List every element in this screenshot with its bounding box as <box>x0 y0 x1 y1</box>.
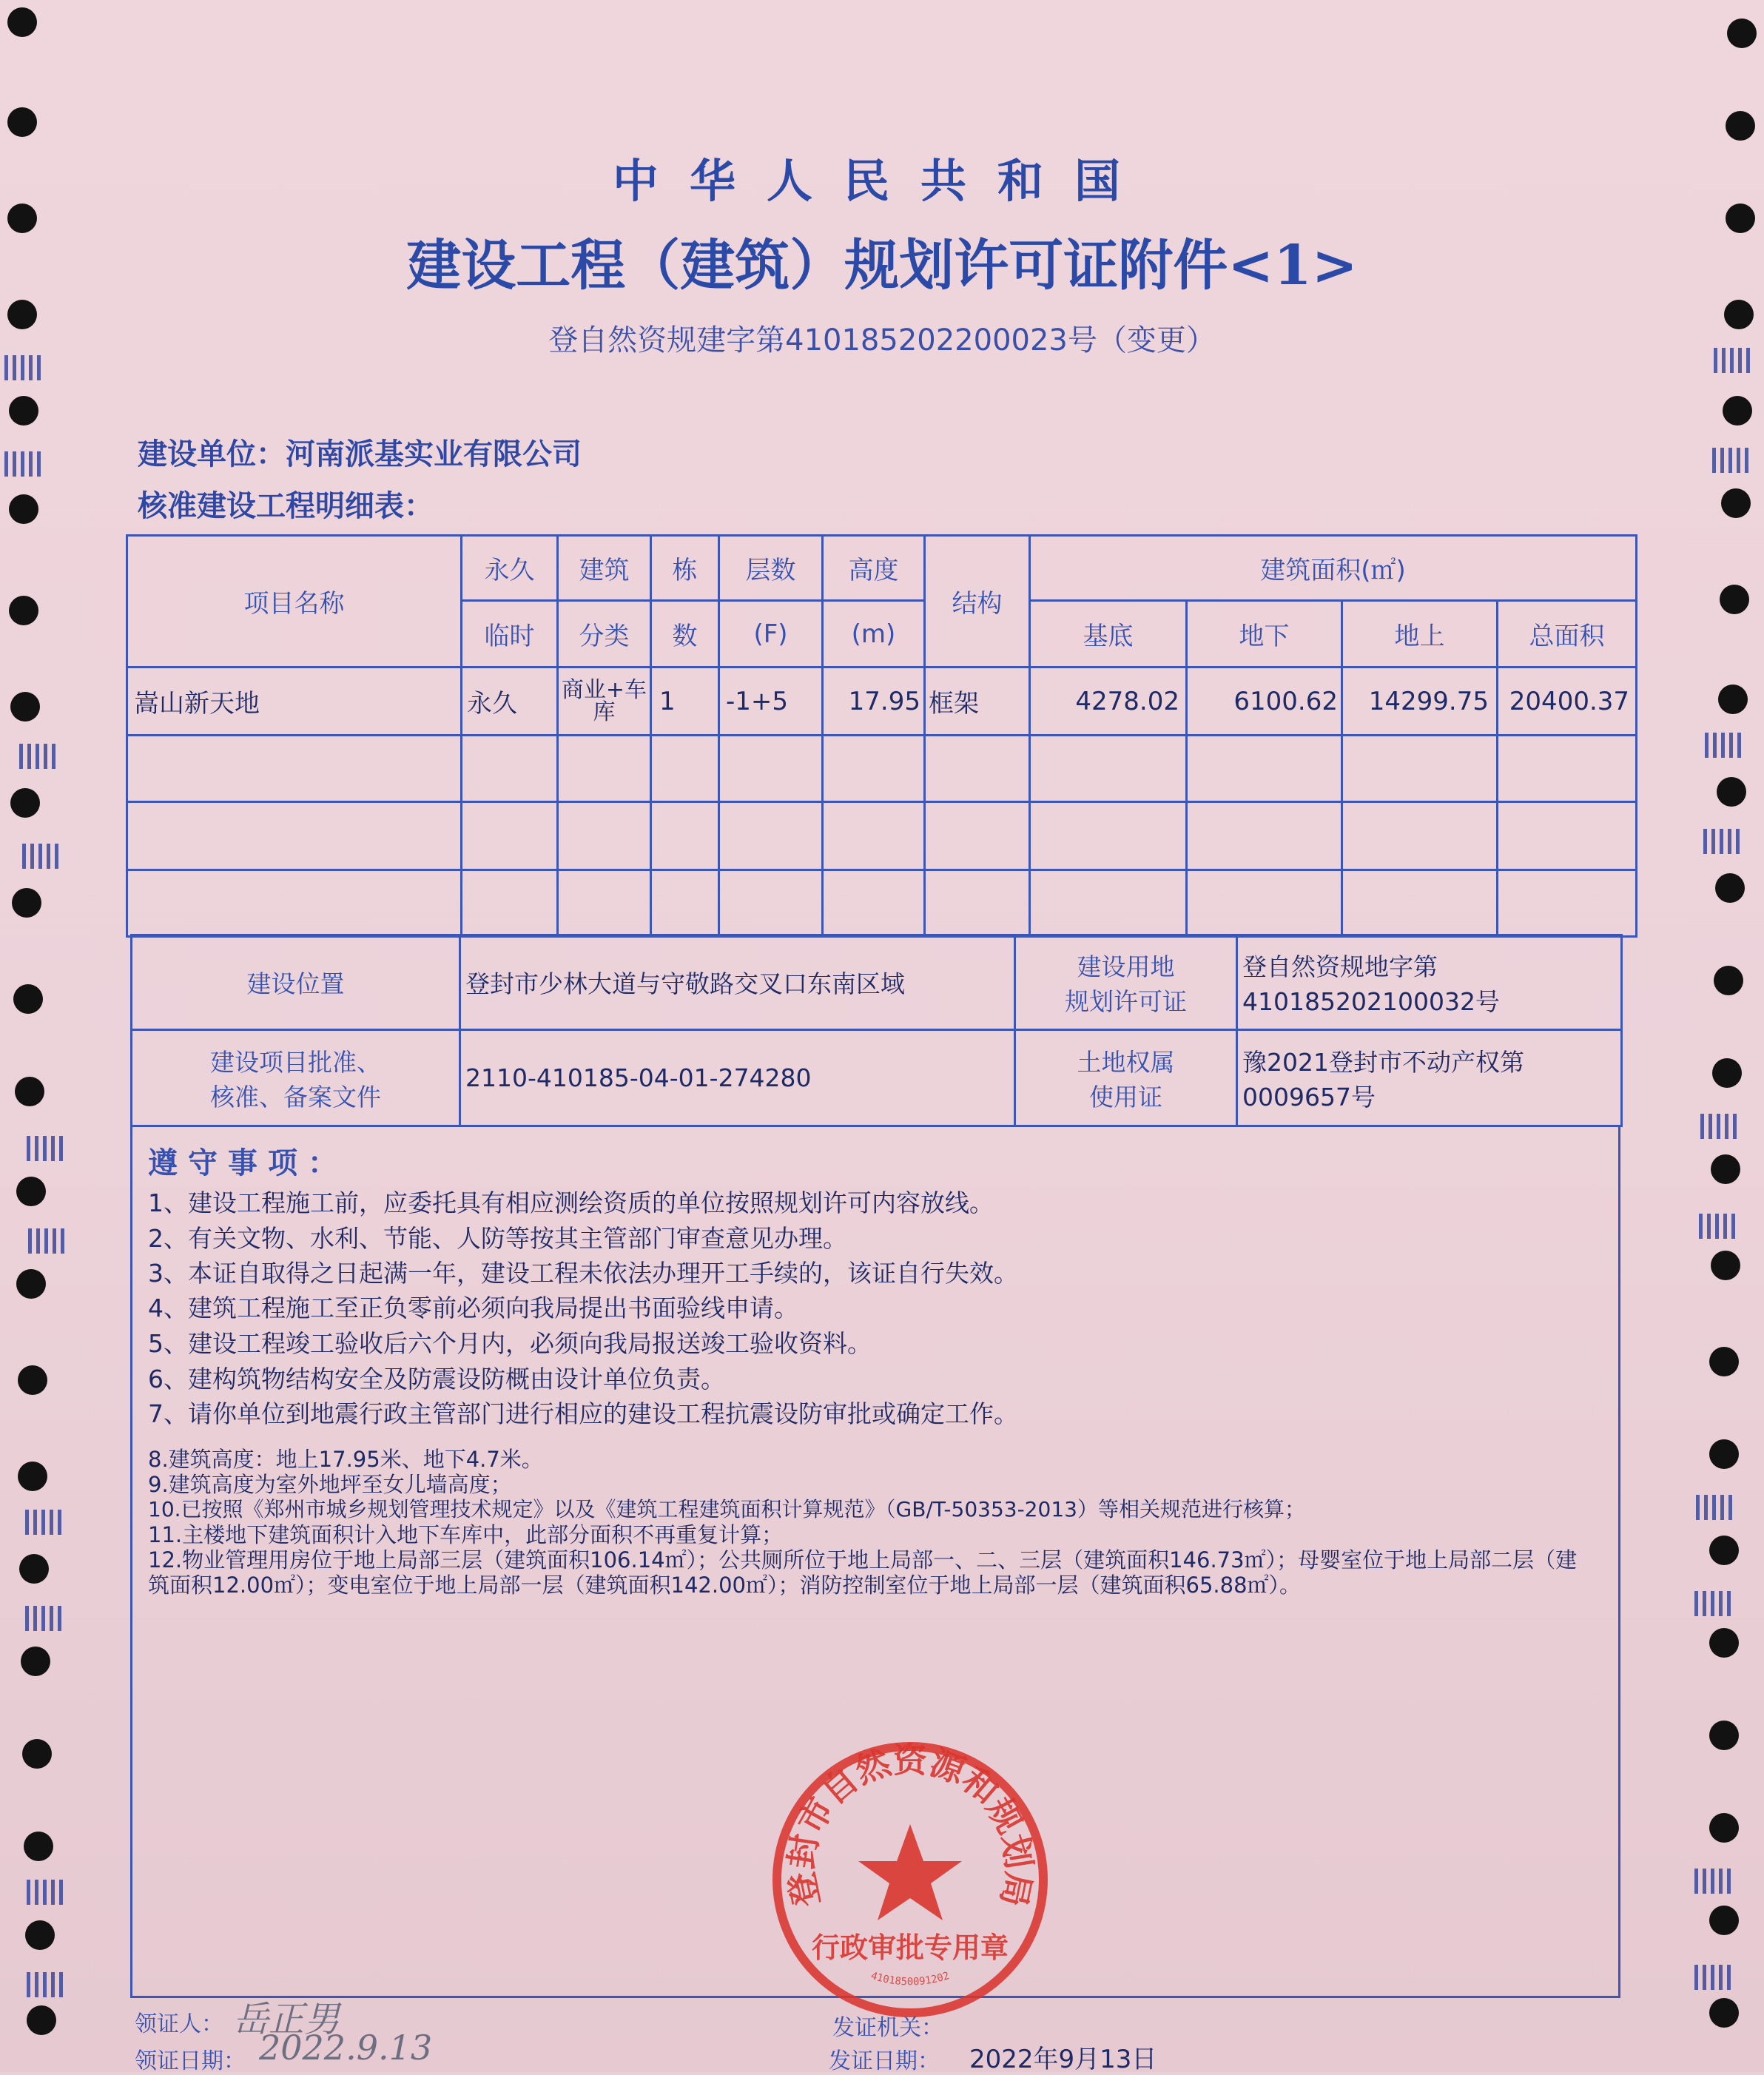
feed-hole <box>24 1832 53 1861</box>
empty-row <box>127 802 1637 870</box>
feed-hole <box>1709 1628 1739 1658</box>
col-aboveground-area: 地上 <box>1342 601 1498 667</box>
feed-hole <box>1714 966 1743 995</box>
unit-label: 建设单位： <box>138 437 286 471</box>
edge-ticks <box>19 744 58 769</box>
edge-ticks <box>27 1972 65 1997</box>
edge-ticks <box>1696 1495 1734 1520</box>
feed-hole <box>1709 1998 1739 2028</box>
approval-docs-value: 2110-410185-04-01-274280 <box>460 1030 1015 1126</box>
permit-number: 登自然资规建字第410185202200023号（变更） <box>548 323 1216 357</box>
cell-structure: 框架 <box>925 667 1030 736</box>
seal-number: 4101850091202 <box>869 1970 952 1988</box>
feed-hole <box>18 1462 47 1491</box>
edge-ticks <box>27 1136 65 1161</box>
location-row <box>132 935 1622 1030</box>
note-item: 4、建筑工程施工至正负零前必须向我局提出书面验线申请。 <box>148 1294 798 1322</box>
land-planning-permit-label: 建设用地 规划许可证 <box>1015 935 1237 1030</box>
issuer-label: 发证机关： <box>832 2015 943 2041</box>
edge-ticks <box>4 451 43 477</box>
receiver-signature: 岳正男 <box>233 1999 340 2040</box>
table-header-row <box>127 536 1637 601</box>
seal-inner-text: 行政审批专用章 <box>811 1931 1009 1964</box>
extra-note: 11.主楼地下建筑面积计入地下车库中，此部分面积不再重复计算； <box>148 1522 784 1547</box>
col-category: 建筑 <box>558 536 651 601</box>
edge-ticks <box>28 1228 67 1254</box>
unit-name: 河南派基实业有限公司 <box>286 437 582 471</box>
feed-hole <box>1726 111 1755 141</box>
note-item: 2、有关文物、水利、节能、人防等按其主管部门审查意见办理。 <box>148 1224 847 1253</box>
feed-hole <box>1717 777 1746 807</box>
unit-line <box>138 431 582 473</box>
feed-hole <box>1723 396 1752 426</box>
edge-ticks <box>1703 829 1742 854</box>
feed-hole <box>1709 1721 1739 1750</box>
cell-category: 商业+车库 <box>558 667 651 736</box>
col-underground-area: 地下 <box>1187 601 1342 667</box>
feed-hole <box>1709 1906 1739 1935</box>
col-floors-unit: (F) <box>719 601 823 667</box>
approval-docs-label: 建设项目批准、 核准、备案文件 <box>132 1030 460 1126</box>
receive-date: 2022.9.13 <box>259 2028 433 2068</box>
feed-hole <box>7 7 37 37</box>
feed-hole <box>1709 1439 1739 1469</box>
edge-ticks <box>27 1880 65 1905</box>
detail-table-label: 核准建设工程明细表： <box>138 489 434 523</box>
land-use-cert-label: 土地权属 使用证 <box>1015 1030 1237 1126</box>
feed-hole <box>1709 1347 1739 1376</box>
col-height-unit: (m) <box>823 601 925 667</box>
feed-hole <box>27 2005 56 2035</box>
approval-row <box>132 1030 1622 1126</box>
feed-hole <box>9 596 38 625</box>
cell-height: 17.95 <box>823 667 925 736</box>
feed-hole <box>1709 1813 1739 1843</box>
col-permanence: 永久 <box>462 536 558 601</box>
note-item: 1、建设工程施工前，应委托具有相应测绘资质的单位按照规划许可内容放线。 <box>148 1188 994 1217</box>
edge-ticks <box>1694 1869 1733 1894</box>
edge-ticks <box>1700 1114 1739 1139</box>
extra-note: 9.建筑高度为室外地坪至女儿墙高度； <box>148 1472 512 1497</box>
country-title: 中华人民共和国 <box>612 154 1151 208</box>
feed-hole <box>7 107 37 137</box>
feed-hole <box>1718 685 1748 714</box>
feed-hole <box>1715 873 1745 903</box>
location-table <box>130 934 1623 1127</box>
edge-ticks <box>4 355 43 380</box>
feed-hole <box>1711 1251 1740 1280</box>
cell-aboveground-area: 14299.75 <box>1342 667 1498 736</box>
edge-ticks <box>1694 1591 1733 1616</box>
seal-star-icon <box>858 1824 962 1920</box>
feed-hole <box>1720 585 1749 614</box>
cell-base-area: 4278.02 <box>1030 667 1187 736</box>
feed-hole <box>10 788 40 818</box>
feed-hole <box>9 396 38 426</box>
feed-hole <box>12 888 41 918</box>
edge-ticks <box>1694 1965 1733 1990</box>
cell-project-name: 嵩山新天地 <box>127 667 462 736</box>
table-row <box>127 667 1637 736</box>
note-item: 3、本证自取得之日起满一年，建设工程未依法办理开工手续的，该证自行失效。 <box>148 1259 1018 1288</box>
col-total-area: 总面积 <box>1498 601 1637 667</box>
col-permanence-2: 临时 <box>462 601 558 667</box>
cell-total-area: 20400.37 <box>1498 667 1637 736</box>
extra-note: 8.建筑高度：地上17.95米、地下4.7米。 <box>148 1447 543 1472</box>
col-floors: 层数 <box>719 536 823 601</box>
land-planning-permit-value: 登自然资规地字第 410185202100032号 <box>1237 935 1622 1030</box>
notes-title: 遵守事项： <box>148 1146 348 1180</box>
col-structure: 结构 <box>925 536 1030 667</box>
seal-outer-text: 登封市自然资源和规划局 <box>781 1740 1040 1911</box>
edge-ticks <box>1712 448 1751 473</box>
extra-note: 10.已按照《郑州市城乡规划管理技术规定》以及《建筑工程建筑面积计算规范》（GB/T-50353-2013）等相关规范进行核算； <box>148 1497 1305 1521</box>
note-item: 5、建设工程竣工验收后六个月内，必须向我局报送竣工验收资料。 <box>148 1329 872 1358</box>
feed-hole <box>1727 19 1757 48</box>
location-value: 登封市少林大道与守敬路交叉口东南区域 <box>460 935 1015 1030</box>
feed-hole <box>22 1739 52 1769</box>
feed-hole <box>1721 488 1751 518</box>
col-base-area: 基底 <box>1030 601 1187 667</box>
edge-ticks <box>1705 733 1743 758</box>
edge-ticks <box>22 844 61 869</box>
receive-date-label: 领证日期： <box>135 2048 246 2074</box>
feed-hole <box>1712 1058 1742 1088</box>
feed-hole <box>1709 1536 1739 1565</box>
feed-hole <box>21 1647 50 1676</box>
extra-note: 12.物业管理用房位于地上局部三层（建筑面积106.14㎡）；公共厕所位于地上局部一、二、三层（建筑面积146.73㎡）；母婴室位于地上局部二层（建筑面积12.00㎡）；变电室位于地上局部一层（建筑面积142.00㎡）；消防控制室位于地上局部一层（建筑面积65.88㎡）。 <box>148 1547 1578 1598</box>
issue-date: 2022年9月13日 <box>969 2045 1157 2074</box>
col-height: 高度 <box>823 536 925 601</box>
feed-hole <box>16 1177 46 1206</box>
feed-hole <box>19 1554 49 1584</box>
document-title: 建设工程（建筑）规划许可证附件<1> <box>406 234 1358 297</box>
feed-hole <box>15 1077 44 1106</box>
empty-row <box>127 736 1637 802</box>
col-area-group: 建筑面积(㎡) <box>1030 536 1637 601</box>
feed-hole <box>18 1365 47 1395</box>
edge-ticks <box>25 1606 64 1631</box>
feed-hole <box>1711 1154 1740 1184</box>
land-use-cert-value: 豫2021登封市不动产权第 0009657号 <box>1237 1030 1622 1126</box>
feed-hole <box>25 1920 55 1950</box>
note-item: 7、请你单位到地震行政主管部门进行相应的建设工程抗震设防审批或确定工作。 <box>148 1399 1018 1428</box>
project-detail-table <box>126 534 1637 938</box>
feed-hole <box>13 984 43 1014</box>
location-label: 建设位置 <box>132 935 460 1030</box>
issue-date-label: 发证日期： <box>829 2048 940 2074</box>
cell-permanence: 永久 <box>462 667 558 736</box>
edge-ticks <box>25 1510 64 1535</box>
col-count-2: 数 <box>651 601 719 667</box>
col-count: 栋 <box>651 536 719 601</box>
cell-count: 1 <box>651 667 719 736</box>
empty-row <box>127 870 1637 937</box>
receiver-label: 领证人： <box>135 2011 223 2037</box>
col-project-name: 项目名称 <box>127 536 462 667</box>
cell-floors: -1+5 <box>719 667 823 736</box>
feed-hole <box>16 1269 46 1299</box>
feed-hole <box>9 494 38 524</box>
cell-underground-area: 6100.62 <box>1187 667 1342 736</box>
feed-hole <box>10 692 40 722</box>
official-seal <box>766 1735 1054 2024</box>
col-category-2: 分类 <box>558 601 651 667</box>
edge-ticks <box>1699 1214 1737 1239</box>
note-item: 6、建构筑物结构安全及防震设防概由设计单位负责。 <box>148 1365 725 1393</box>
